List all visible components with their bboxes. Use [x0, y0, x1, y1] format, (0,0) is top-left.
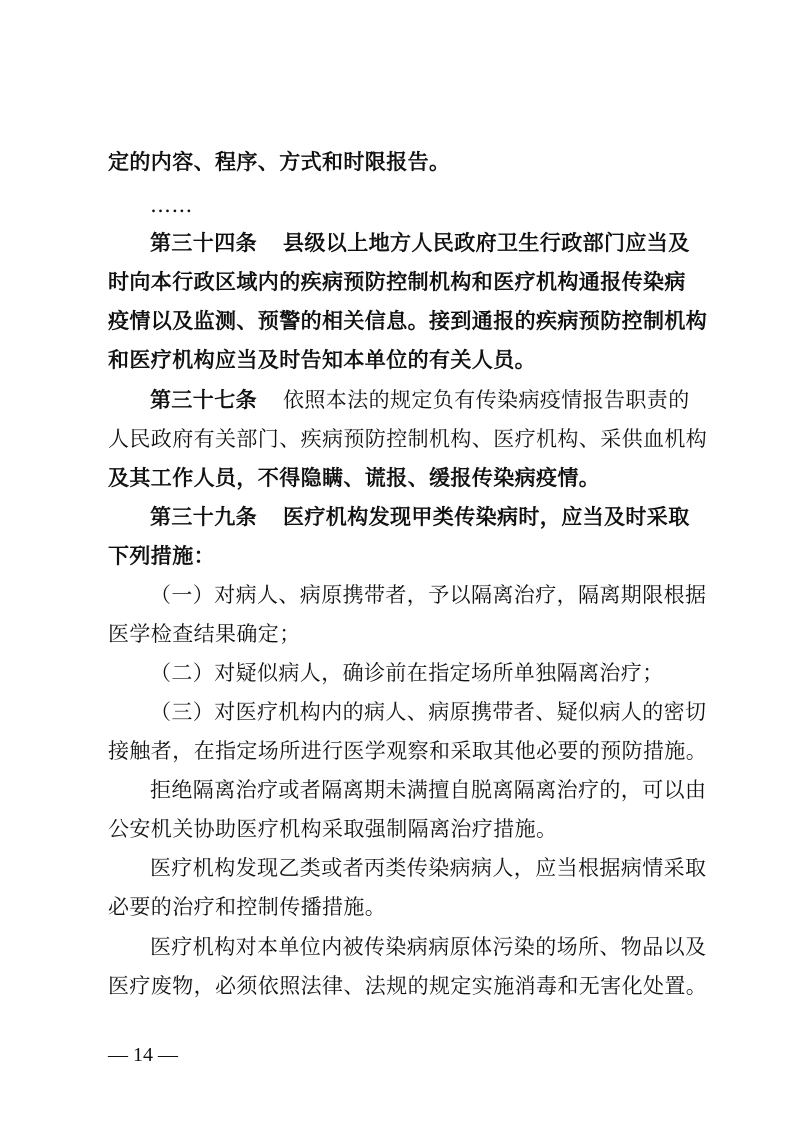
text-line: 医疗机构发现乙类或者丙类传染病病人，应当根据病情采取	[150, 856, 707, 880]
text-line: 拒绝隔离治疗或者隔离期未满擅自脱离隔离治疗的，可以由	[150, 778, 707, 802]
text-line: 定的内容、程序、方式和时限报告。	[108, 149, 451, 174]
text-line: 及其工作人员，不得隐瞒、谎报、缓报传染病疫情。	[108, 465, 601, 490]
text-line: （三）对医疗机构内的病人、病原携带者、疑似病人的密切	[150, 700, 707, 724]
text-line: 疫情以及监测、预警的相关信息。接到通报的疾病预防控制机构	[108, 308, 708, 333]
text-line: （二）对疑似病人，确诊前在指定场所单独隔离治疗；	[150, 661, 664, 685]
text-line: 下列措施：	[108, 543, 215, 568]
article-number: 第三十九条	[150, 504, 257, 529]
article-number: 第三十四条	[150, 230, 257, 255]
text-line: 人民政府有关部门、疾病预防控制机构、医疗机构、采供血机构	[108, 427, 708, 451]
text-line: 公安机关协助医疗机构采取强制隔离治疗措施。	[108, 817, 558, 841]
text-line: （一）对病人、病原携带者，予以隔离治疗，隔离期限根据	[150, 583, 707, 607]
text-line: 医疗机构对本单位内被传染病病原体污染的场所、物品以及	[150, 935, 707, 959]
text-line: 县级以上地方人民政府卫生行政部门应当及	[283, 230, 690, 255]
ellipsis-line: ……	[150, 193, 193, 217]
text-line: 和医疗机构应当及时告知本单位的有关人员。	[108, 347, 536, 372]
text-line: 依照本法的规定负有传染病疫情报告职责的	[283, 388, 690, 412]
text-line: 必要的治疗和控制传播措施。	[108, 895, 387, 919]
text-line: 医学检查结果确定；	[108, 622, 301, 646]
article-34-first-line	[150, 229, 710, 257]
text-line: 医疗废物，必须依照法律、法规的规定实施消毒和无害化处置。	[108, 974, 708, 998]
text-line: 接触者，在指定场所进行医学观察和采取其他必要的预防措施。	[108, 739, 708, 763]
article-number: 第三十七条	[150, 387, 257, 412]
text-line: 医疗机构发现甲类传染病时，应当及时采取	[283, 504, 690, 529]
article-37-first-line	[150, 386, 710, 414]
text-line: 时向本行政区域内的疾病预防控制机构和医疗机构通报传染病	[108, 269, 686, 294]
page-number: — 14 —	[108, 1044, 178, 1066]
article-39-first-line	[150, 503, 710, 531]
